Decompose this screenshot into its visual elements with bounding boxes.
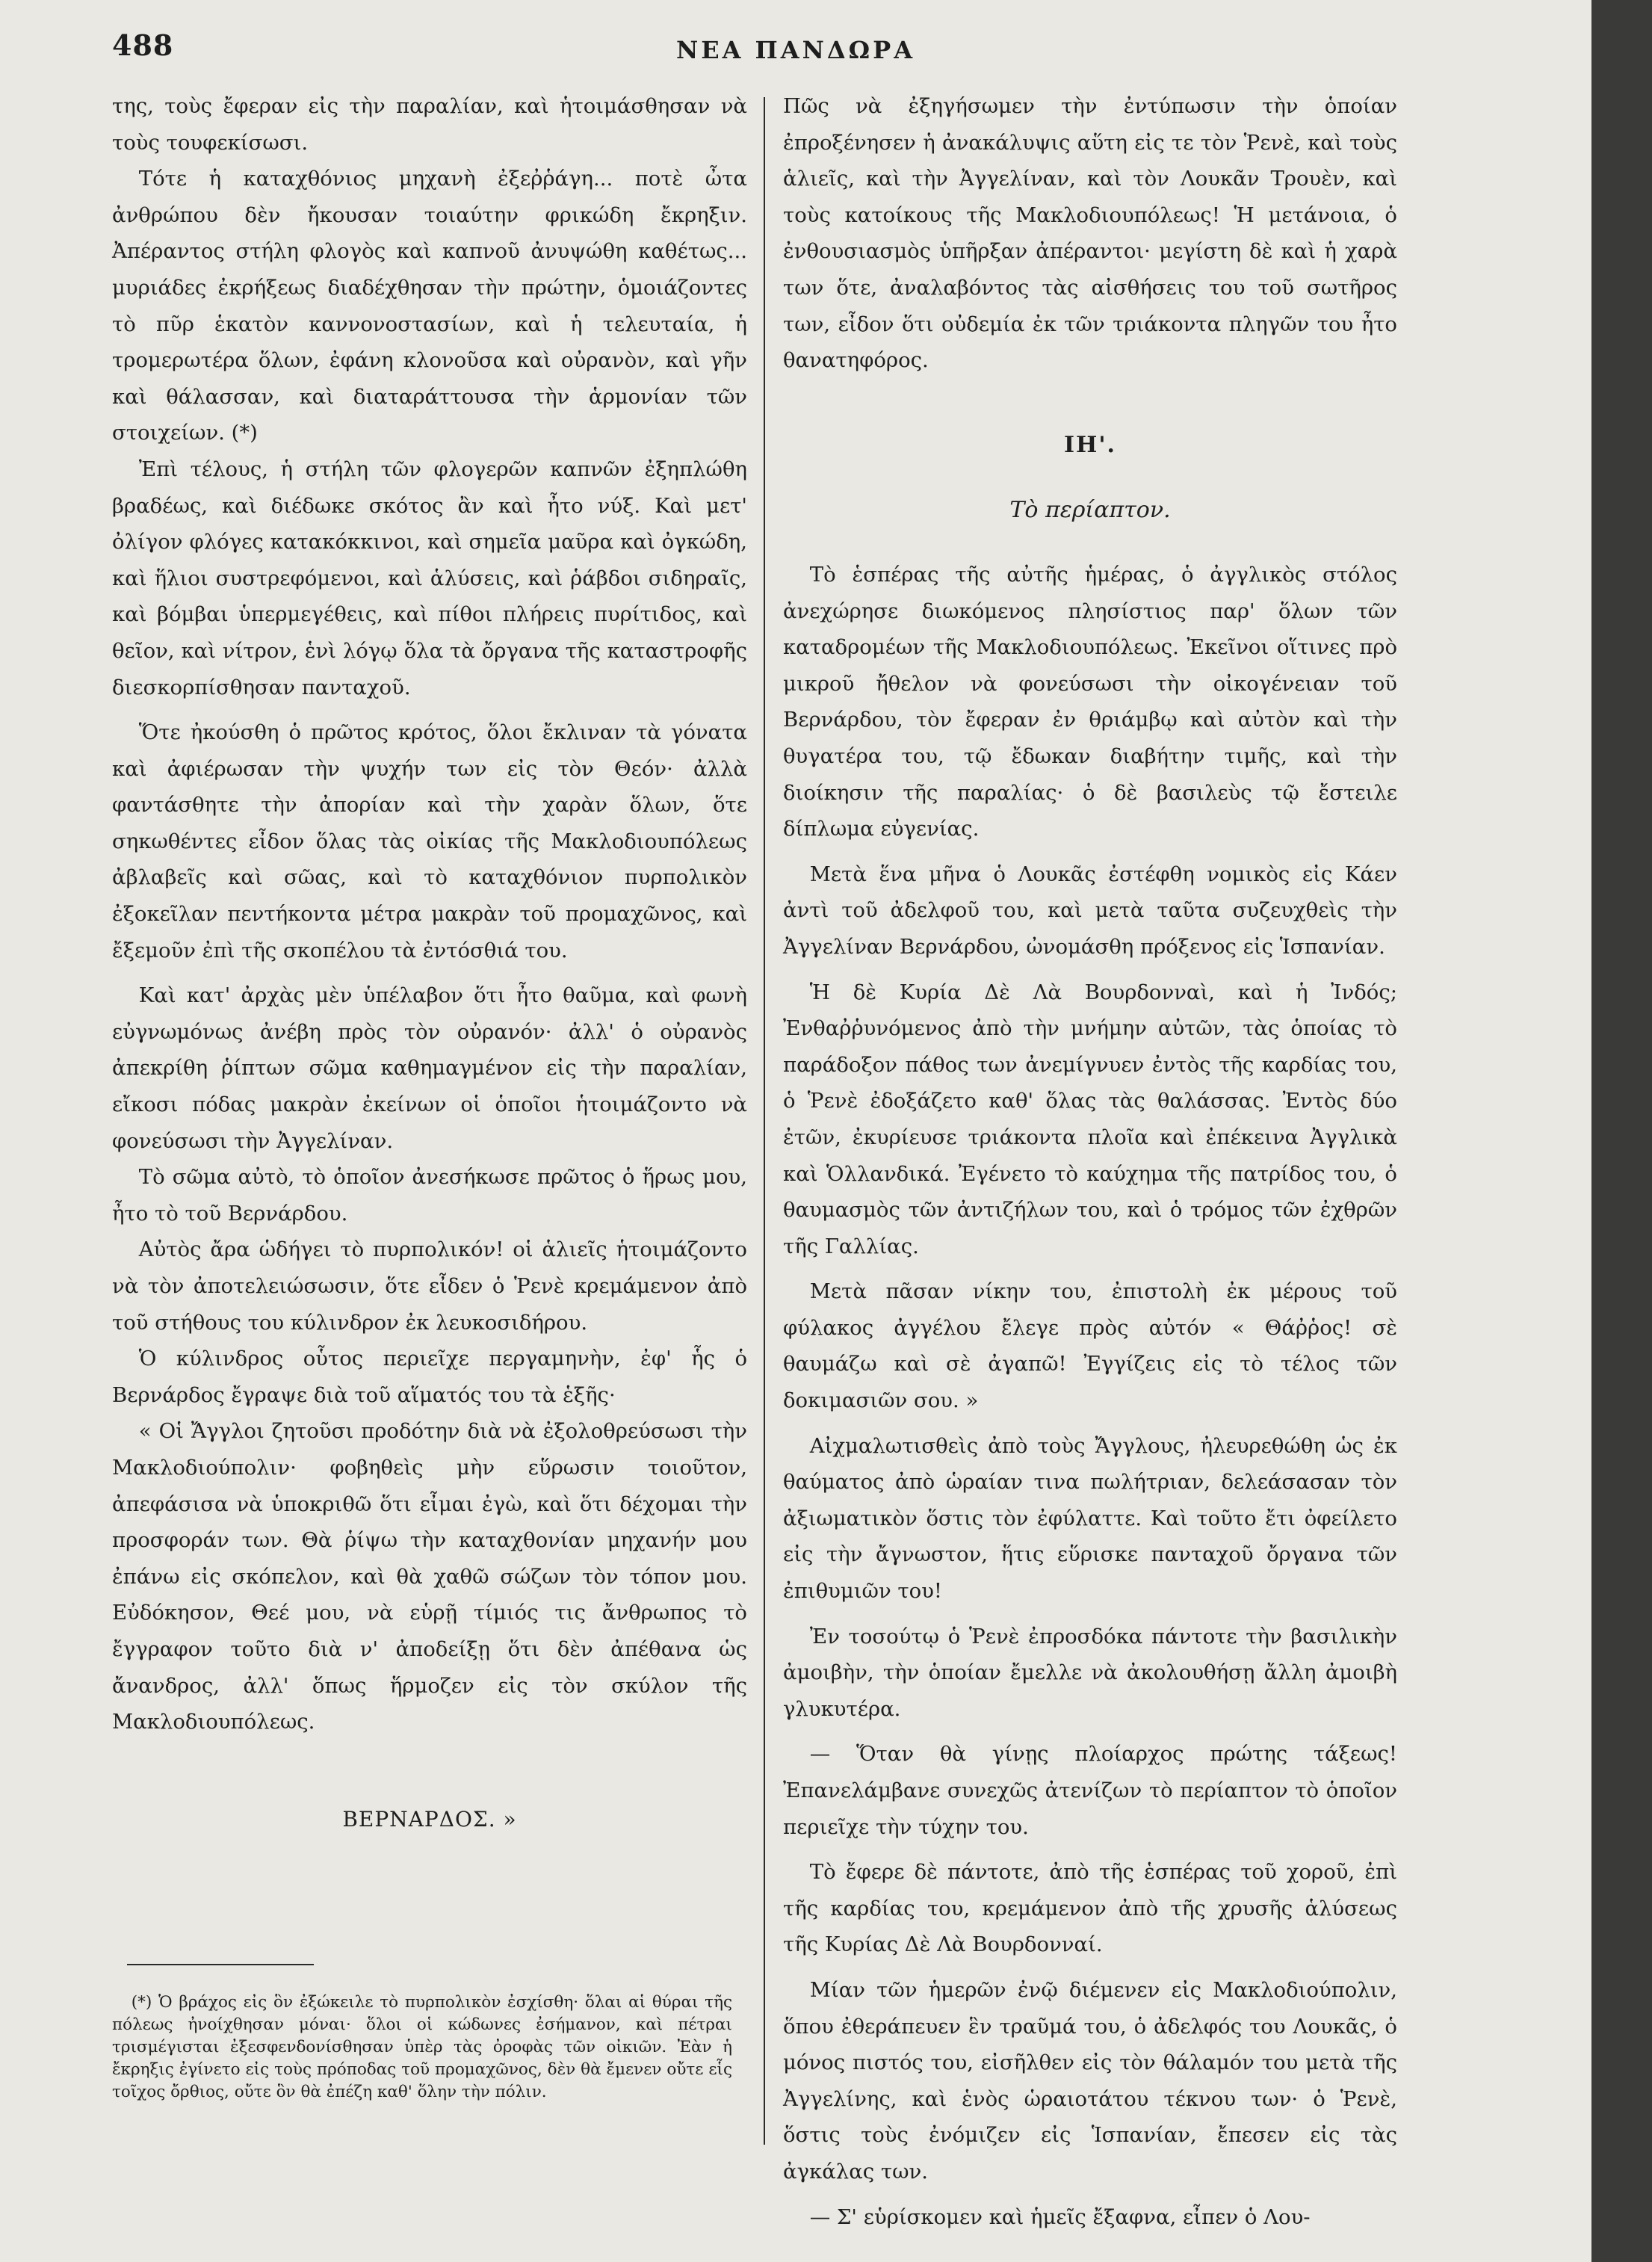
paragraph: Ὅτε ἠκούσθη ὁ πρῶτος κρότος, ὅλοι ἔκλιναν τὰ γόνατα καὶ ἀφιέρωσαν τὴν ψυχήν των εἰς τὸν Θεόν· ἀλλὰ φαντάσθητε τὴν ἀπορίαν καὶ τὴν χαρὰν ὅλων, ὅτε σηκωθέντες εἶδον ὅλας τὰς οἰκίας τῆς Μακλοδιουπόλεως ἀβλαβεῖς καὶ σῶας, καὶ τὸ καταχθόνιον πυρπολικὸν ἐξοκεῖλαν πεντήκοντα μέτρα μακρὰν τοῦ προμαχῶνος, καὶ ἔξεμοῦν ἐπὶ τῆς σκοπέλου τὰ ἐντόσθιά του.	[112, 720, 747, 962]
right-column	[783, 557, 1397, 2235]
paragraph: Τότε ἡ καταχθόνιος μηχανὴ ἐξεῤῥάγη... ποτὲ ὦτα ἀνθρώπου δὲν ἤκουσαν τοιαύτην φρικώδη ἔκρηξιν. Ἀπέραντος στήλη φλογὸς καὶ καπνοῦ ἀνυψώθη καθέτως... μυριάδες ἐκρήξεως διαδέχθησαν τὴν πρώτην, ὁμοιάζοντες τὸ πῦρ ἑκατὸν καννονοστασίων, καὶ ἡ τελευταία, ἡ τρομερωτέρα ὅλων, ἐφάνη κλονοῦσα καὶ οὐρανὸν, καὶ γῆν καὶ θάλασσαν, καὶ διαταράττουσα τὴν ἁρμονίαν τῶν στοιχείων. (*)	[112, 167, 747, 445]
paragraph: Μίαν τῶν ἡμερῶν ἐνῷ διέμενεν εἰς Μακλοδιούπολιν, ὅπου ἐθεράπευεν ἓν τραῦμά του, ὁ ἀδελφός του Λουκᾶς, ὁ μόνος πιστός του, εἰσῆλθεν εἰς τὸν θάλαμόν του μετὰ τῆς Ἀγγελίνης, καὶ ἑνὸς ὡραιοτάτου τέκνου των· ὁ Ῥενὲ, ὅστις τοὺς ἐνόμιζεν εἰς Ἱσπανίαν, ἔπεσεν εἰς τὰς ἀγκάλας των.	[783, 1977, 1397, 2184]
column-divider	[764, 97, 765, 2145]
paragraph: Μετὰ πᾶσαν νίκην του, ἐπιστολὴ ἐκ μέρους τοῦ φύλακος ἀγγέλου ἔλεγε πρὸς αὐτόν « Θάῤῥος! σὲ θαυμάζω καὶ σὲ ἀγαπῶ! Ἐγγίζεις εἰς τὸ τέλος τῶν δοκιμασιῶν σου. »	[783, 1279, 1397, 1413]
paragraph: Καὶ κατ' ἀρχὰς μὲν ὑπέλαβον ὅτι ἦτο θαῦμα, καὶ φωνὴ εὐγνωμόνως ἀνέβη πρὸς τὸν οὐρανόν· ἀλλ' ὁ οὐρανὸς ἀπεκρίθη ῥίπτων σῶμα καθημαγμένον εἰς τὴν παραλίαν, εἴκοσι πόδας μακρὰν ἐκείνων οἱ ὁποῖοι ἡτοιμάζοντο νὰ φονεύσωσι τὴν Ἀγγελίναν.	[112, 983, 747, 1153]
paragraph: Αἰχμαλωτισθεὶς ἀπὸ τοὺς Ἄγγλους, ἠλευρεθώθη ὡς ἐκ θαύματος ἀπὸ ὡραίαν τινα πωλήτριαν, δελεάσασαν τὸν ἀξιωματικὸν ὅστις τὸν ἐφύλαττε. Καὶ τοῦτο ἔτι ὀφείλετο εἰς τὴν ἄγνωστον, ἥτις εὕρισκε πανταχοῦ ὄργανα τῶν ἐπιθυμιῶν του!	[783, 1433, 1397, 1604]
chapter-number: ΙΗ'.	[1063, 432, 1116, 458]
dialogue-paragraph: — Ὅταν θὰ γίνῃς πλοίαρχος πρώτης τάξεως! Ἐπανελάμβανε συνεχῶς ἀτενίζων τὸ περίαπτον τὸ ὁποῖον περιεῖχε τὴν τύχην του.	[783, 1742, 1397, 1839]
paragraph: Ὁ κύλινδρος οὗτος περιεῖχε περγαμηνὴν, ἐφ' ἧς ὁ Βερνάρδος ἔγραψε διὰ τοῦ αἵματός του τὰ ἑξῆς·	[112, 1347, 747, 1407]
paragraph: Τὸ σῶμα αὐτὸ, τὸ ὁποῖον ἀνεσήκωσε πρῶτος ὁ ἥρως μου, ἦτο τὸ τοῦ Βερνάρδου.	[112, 1165, 747, 1226]
footnote: (*) Ὁ βράχος εἰς ὃν ἐξώκειλε τὸ πυρπολικὸν ἐσχίσθη· ὅλαι αἱ θύραι τῆς πόλεως ἠνοίχθησαν μόναι· ὅλοι οἱ κώδωνες ἐσήμανον, καὶ πέτραι τρισμέγισται ἐξεσφενδονίσθησαν ὑπὲρ τὰς ὀροφὰς τῶν οἰκιῶν. Ἐὰν ἡ ἔκρηξις ἐγίνετο εἰς τοὺς πρόποδας τοῦ προμαχῶνος, δὲν θὰ ἔμενεν οὔτε εἷς τοῖχος ὄρθιος, οὔτε ὃν θὰ ἐπέζη καθ' ὅλην τὴν πόλιν.	[112, 1993, 732, 2101]
paragraph: Μετὰ ἕνα μῆνα ὁ Λουκᾶς ἐστέφθη νομικὸς εἰς Κάεν ἀντὶ τοῦ ἀδελφοῦ του, καὶ μετὰ ταῦτα συζευχθεὶς τὴν Ἀγγελίναν Βερνάρδου, ὠνομάσθη πρόξενος εἰς Ἱσπανίαν.	[783, 862, 1397, 959]
paragraph: Τὸ ἑσπέρας τῆς αὐτῆς ἡμέρας, ὁ ἀγγλικὸς στόλος ἀνεχώρησε διωκόμενος πλησίστιος παρ' ὅλων τῶν καταδρομέων τῆς Μακλοδιουπόλεως. Ἐκεῖνοι οἵτινες πρὸ μικροῦ ἤθελον νὰ φονεύσωσι τὴν οἰκογένειαν τοῦ Βερνάρδου, τὸν ἔφεραν ἐν θριάμβῳ καὶ αὐτὸν καὶ τὴν θυγατέρα του, τῷ ἔδωκαν διαβήτην τιμῆς, καὶ τὴν διοίκησιν τῆς παραλίας· ὁ δὲ βασιλεὺς τῷ ἔστειλε δίπλωμα εὐγενίας.	[783, 563, 1397, 841]
running-title: ΝΕΑ ΠΑΝΔΩΡΑ	[675, 36, 916, 64]
letter-signature: ΒΕΡΝΑΡΔΟΣ. »	[342, 1806, 517, 1832]
page-number: 488	[112, 28, 174, 62]
paragraph: Ἡ δὲ Κυρία Δὲ Λὰ Βουρδονναὶ, καὶ ἡ Ἰνδός; Ἐνθαῤῥυνόμενος ἀπὸ τὴν μνήμην αὐτῶν, τὰς ὁποίας τὸ παράδοξον πάθος των ἀνεμίγνυεν ἐντὸς τῆς καρδίας του, ὁ Ῥενὲ ἐδοξάζετο καθ' ὅλας τὰς θαλάσσας. Ἐντὸς δύο ἐτῶν, ἐκυρίευσε τριάκοντα πλοῖα καὶ ἐπέκεινα Ἀγγλικὰ καὶ Ὁλλανδικά. Ἐγένετο τὸ καύχημα τῆς πατρίδος του, ὁ θαυμασμὸς τῶν ἀντιζήλων του, καὶ ὁ τρόμος τῶν ἐχθρῶν τῆς Γαλλίας.	[783, 980, 1397, 1258]
footnote-divider	[127, 1964, 314, 1965]
paragraph: της, τοὺς ἔφεραν εἰς τὴν παραλίαν, καὶ ἡτοιμάσθησαν νὰ τοὺς τουφεκίσωσι.	[112, 94, 747, 155]
left-column	[112, 88, 747, 1838]
paragraph: Πῶς νὰ ἐξηγήσωμεν τὴν ἐντύπωσιν τὴν ὁποίαν ἐπροξένησεν ἡ ἀνακάλυψις αὕτη εἰς τε τὸν Ῥενὲ, καὶ τοὺς ἁλιεῖς, καὶ τὴν Ἀγγελίναν, καὶ τὸν Λουκᾶν Τρουὲν, καὶ τοὺς κατοίκους τῆς Μακλοδιουπόλεως! Ἡ μετάνοια, ὁ ἐνθουσιασμὸς ὑπῆρξαν ἀπέραντοι· μεγίστη δὲ καὶ ἡ χαρὰ των ὅτε, ἀναλαβόντος τὰς αἰσθήσεις του τοῦ σωτῆρος των, εἶδον ὅτι οὐδεμία ἐκ τῶν τριάκοντα πληγῶν του ἦτο θανατηφόρος.	[783, 94, 1397, 373]
paragraph: Τὸ ἔφερε δὲ πάντοτε, ἀπὸ τῆς ἑσπέρας τοῦ χοροῦ, ἐπὶ τῆς καρδίας του, κρεμάμενον ἀπὸ τῆς χρυσῆς ἁλύσεως τῆς Κυρίας Δὲ Λὰ Βουρδονναί.	[783, 1860, 1397, 1957]
letter-paragraph: « Οἱ Ἄγγλοι ζητοῦσι προδότην διὰ νὰ ἐξολοθρεύσωσι τὴν Μακλοδιούπολιν· φοβηθεὶς μὴν εὕρωσιν τοιοῦτον, ἀπεφάσισα νὰ ὑποκριθῶ ὅτι εἶμαι ἐγὼ, καὶ ὅτι δέχομαι τὴν προσφοράν των. Θὰ ῥίψω τὴν καταχθονίαν μηχανήν μου ἐπάνω εἰς σκόπελον, καὶ θὰ χαθῶ σώζων τὸν τόπον μου. Εὐδόκησον, Θεέ μου, νὰ εὑρῇ τίμιός τις ἄνθρωπος τὸ ἔγγραφον τοῦτο διὰ ν' ἀποδείξῃ ὅτι δὲν ἀπέθανα ὡς ἄνανδρος, ἀλλ' ὅπως ἥρμοζεν εἰς τὸν σκύλον τῆς Μακλοδιουπόλεως.	[112, 1419, 747, 1734]
right-column-top	[783, 88, 1397, 379]
chapter-title: Τὸ περίαπτον.	[1009, 497, 1171, 523]
paragraph: Αὐτὸς ἄρα ὡδήγει τὸ πυρπολικόν! οἱ ἁλιεῖς ἡτοιμάζοντο νὰ τὸν ἀποτελειώσωσιν, ὅτε εἶδεν ὁ Ῥενὲ κρεμάμενον ἀπὸ τοῦ στήθους του κύλινδρον ἐκ λευκοσιδήρου.	[112, 1237, 747, 1335]
paragraph: Ἐν τοσούτῳ ὁ Ῥενὲ ἐπροσδόκα πάντοτε τὴν βασιλικὴν ἀμοιβὴν, τὴν ὁποίαν ἔμελλε νὰ ἀκολουθήσῃ ἄλλη ἀμοιβὴ γλυκυτέρα.	[783, 1624, 1397, 1721]
dialogue-paragraph: — Σ' εὑρίσκομεν καὶ ἡμεῖς ἔξαφνα, εἶπεν ὁ Λου-	[809, 2204, 1311, 2229]
paragraph: Ἐπὶ τέλους, ἡ στήλη τῶν φλογερῶν καπνῶν ἐξηπλώθη βραδέως, καὶ διέδωκε σκότος ἂν καὶ ἦτο νύξ. Καὶ μετ' ὀλίγον φλόγες κατακόκκινοι, καὶ σημεῖα μαῦρα καὶ ὀγκώδη, καὶ ἥλιοι συστρεφόμενοι, καὶ ἁλύσεις, καὶ ῥάβδοι σιδηραῖς, καὶ βόμβαι ὑπερμεγέθεις, καὶ πίθοι πλήρεις πυρίτιδος, καὶ θεῖον, καὶ νίτρον, ἑνὶ λόγῳ ὅλα τὰ ὄργανα τῆς καταστροφῆς διεσκορπίσθησαν πανταχοῦ.	[112, 457, 747, 699]
